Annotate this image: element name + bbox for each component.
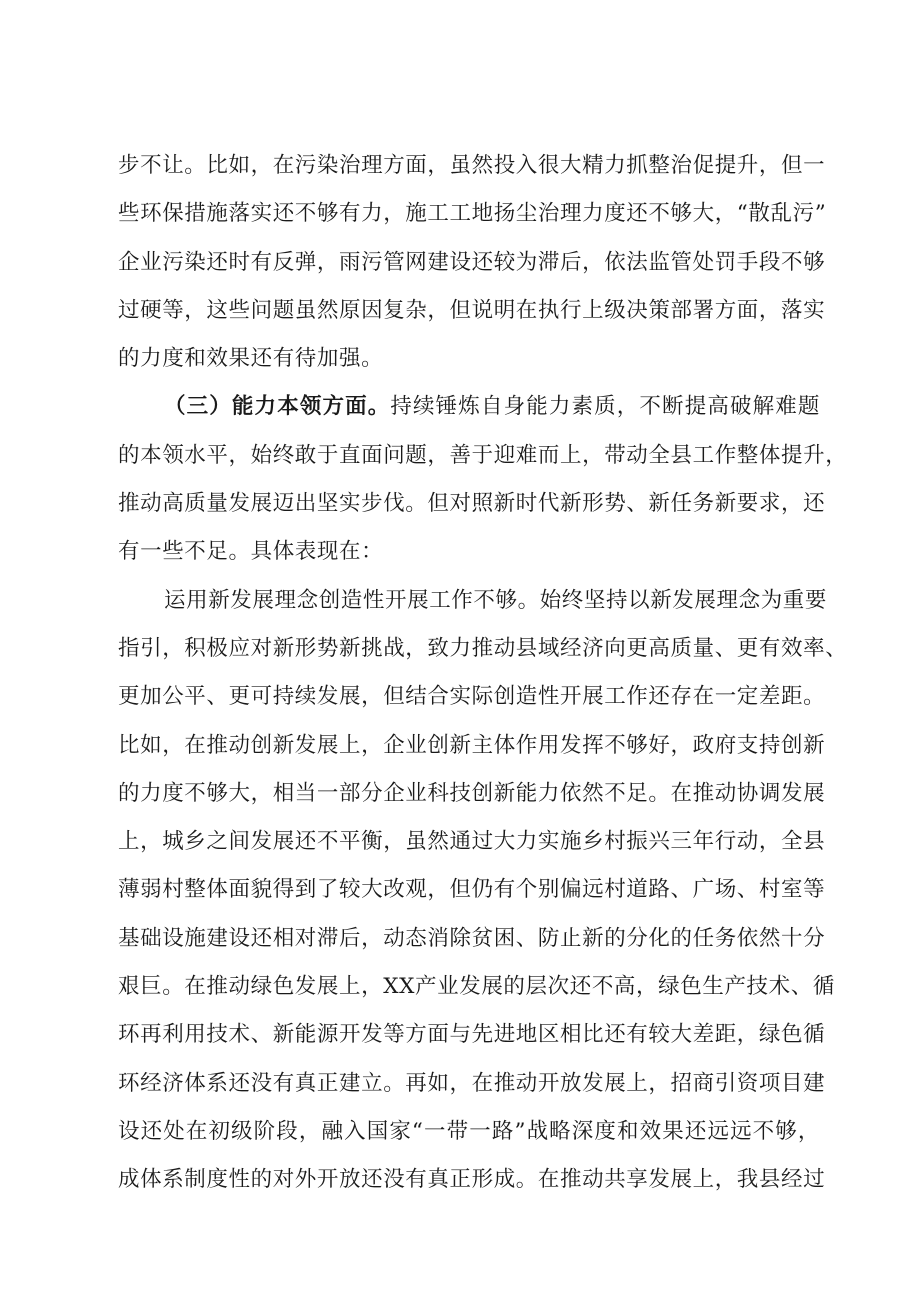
p1-line-5: 的力度和效果还有待加强。 [118,346,384,372]
p3-line-1: 运用新发展理念创造性开展工作不够。始终坚持以新发展理念为重要 [164,587,828,613]
p3-line-7: 薄弱村整体面貌得到了较大改观，但仍有个别偏远村道路、广场、村室等 [118,877,826,903]
p3-line-9: 艰巨。在推动绿色发展上，XX产业发展的层次还不高，绿色生产技术、循 [118,974,835,1000]
p3-line-5: 的力度不够大，相当一部分企业科技创新能力依然不足。在推动协调发展 [118,780,826,806]
p1-line-2: 些环保措施落实还不够有力，施工工地扬尘治理力度还不够大，“散乱污” [118,201,827,227]
p2-line-1 [118,383,820,431]
p1-line-1: 步不让。比如，在污染治理方面，虽然投入很大精力抓整治促提升，但一 [118,153,826,178]
p3-line-2: 指引，积极应对新形势新挑战，致力推动县域经济向更高质量、更有效率、 [118,635,848,661]
section-heading: （三）能力本领方面。 [164,394,391,420]
document-body [118,142,848,1205]
p2-line-1-rest: 持续锤炼自身能力素质，不断提高破解难题 [390,394,820,420]
p3-line-13: 成体系制度性的对外开放还没有真正形成。在推动共享发展上，我县经过 [118,1167,826,1193]
p3-line-12: 设还处在初级阶段，融入国家“一带一路”战略深度和效果还远远不够， [118,1118,820,1144]
p3-line-6: 上，城乡之间发展还不平衡，虽然通过大力实施乡村振兴三年行动，全县 [118,829,826,855]
p2-line-3: 推动高质量发展迈出坚实步伐。但对照新时代新形势、新任务新要求，还 [118,491,826,517]
p3-line-8: 基础设施建设还相对滞后，动态消除贫困、防止新的分化的任务依然十分 [118,925,826,951]
p2-line-4: 有一些不足。具体表现在： [118,539,384,565]
p3-line-11: 环经济体系还没有真正建立。再如，在推动开放发展上，招商引资项目建 [118,1070,826,1096]
p2-line-2: 的本领水平，始终敢于直面问题，善于迎难而上，带动全县工作整体提升， [118,442,848,468]
p1-line-4: 过硬等，这些问题虽然原因复杂，但说明在执行上级决策部署方面，落实 [118,297,826,323]
p3-line-10: 环再利用技术、新能源开发等方面与先进地区相比还有较大差距，绿色循 [118,1022,826,1048]
p1-line-3: 企业污染还时有反弹，雨污管网建设还较为滞后，依法监管处罚手段不够 [118,249,826,275]
p3-line-3: 更加公平、更可持续发展，但结合实际创造性开展工作还存在一定差距。 [118,684,826,710]
p3-line-4: 比如，在推动创新发展上，企业创新主体作用发挥不够好，政府支持创新 [118,732,826,758]
